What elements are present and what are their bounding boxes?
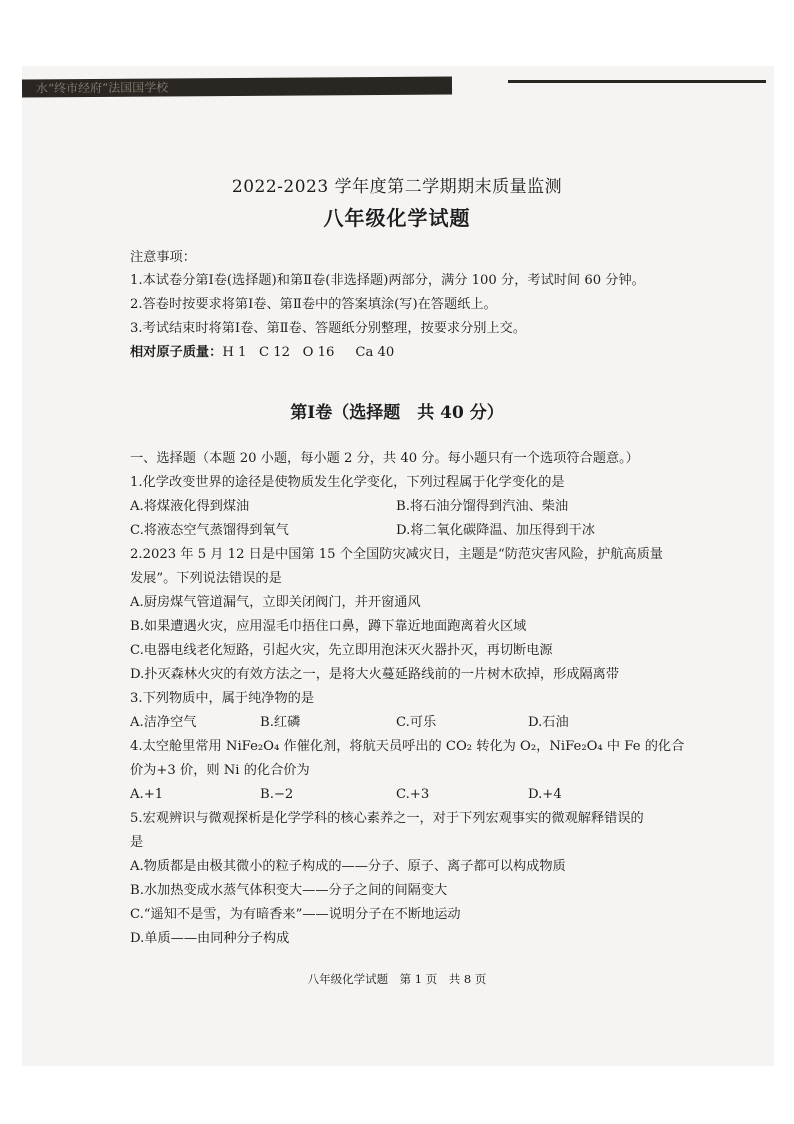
q4-option-c: C.+3: [396, 787, 430, 802]
q1-option-a: A.将煤液化得到煤油: [130, 499, 250, 514]
q5-option-c: C.“遥知不是雪，为有暗香来”——说明分子在不断地运动: [130, 907, 461, 922]
atomic-mass-values: H 1 C 12 O 16 Ca 40: [222, 345, 395, 360]
q3-option-c: C.可乐: [396, 715, 437, 730]
q5-option-d: D.单质——由同种分子构成: [130, 931, 290, 946]
exam-title: 2022-2023 学年度第二学期期末质量监测: [231, 177, 563, 197]
page-footer: 八年级化学试题 第 1 页 共 8 页: [307, 972, 487, 986]
q4-option-d: D.+4: [528, 787, 562, 802]
q1-option-c: C.将液态空气蒸馏得到氧气: [130, 523, 289, 538]
q3-stem: 3.下列物质中，属于纯净物的是: [130, 691, 315, 706]
q5-stem-line-2: 是: [130, 835, 144, 850]
header-rule: [508, 80, 766, 83]
header-strip-text: 水“终市经府”法国国学校: [35, 80, 169, 96]
q4-stem-line-1: 4.太空舱里常用 NiFe₂O₄ 作催化剂，将航天员呼出的 CO₂ 转化为 O₂，NiFe₂O₄ 中 Fe 的化合: [130, 739, 685, 754]
q5-option-a: A.物质都是由极其微小的粒子构成的——分子、原子、离子都可以构成物质: [130, 859, 566, 874]
q4-stem-line-2: 价为+3 价，则 Ni 的化合价为: [130, 763, 310, 778]
q1-option-d: D.将二氧化碳降温、加压得到干冰: [396, 523, 595, 538]
note-item-3: 3.考试结束时将第Ⅰ卷、第Ⅱ卷、答题纸分别整理，按要求分别上交。: [130, 321, 527, 336]
exam-subtitle: 八年级化学试题: [323, 206, 471, 230]
header-strip: [22, 76, 452, 97]
q3-option-a: A.洁净空气: [130, 715, 197, 730]
q2-stem-line-2: 发展”。下列说法错误的是: [130, 571, 282, 586]
q2-option-a: A.厨房煤气管道漏气，立即关闭阀门，并开窗通风: [130, 595, 421, 610]
q2-stem-line-1: 2.2023 年 5 月 12 日是中国第 15 个全国防灾减灾日，主题是“防范灾害风险，护航高质量: [130, 547, 663, 562]
q3-option-d: D.石油: [528, 715, 569, 730]
notes-heading: 注意事项：: [130, 250, 196, 265]
atomic-mass-label: 相对原子质量：: [130, 345, 223, 360]
part1-instruction: 一、选择题（本题 20 小题，每小题 2 分，共 40 分。每小题只有一个选项符合题意。）: [130, 451, 639, 466]
q1-stem: 1.化学改变世界的途径是使物质发生化学变化，下列过程属于化学变化的是: [130, 475, 565, 490]
q5-option-b: B.水加热变成水蒸气体积变大——分子之间的间隔变大: [130, 883, 448, 898]
q2-option-c: C.电器电线老化短路，引起火灾，先立即用泡沫灭火器扑灭，再切断电源: [130, 643, 553, 658]
q4-option-b: B.−2: [260, 787, 294, 802]
note-item-2: 2.答卷时按要求将第Ⅰ卷、第Ⅱ卷中的答案填涂(写)在答题纸上。: [130, 297, 497, 312]
q4-option-a: A.+1: [130, 787, 164, 802]
q2-option-d: D.扑灭森林火灾的有效方法之一，是将大火蔓延路线前的一片树木砍掉，形成隔离带: [130, 667, 620, 682]
q5-stem-line-1: 5.宏观辨识与微观探析是化学学科的核心素养之一，对于下列宏观事实的微观解释错误的: [130, 811, 644, 826]
atomic-mass-line: [130, 344, 394, 362]
section-title: 第Ⅰ卷（选择题 共 40 分）: [290, 403, 504, 423]
q1-option-b: B.将石油分馏得到汽油、柴油: [396, 499, 569, 514]
note-item-1: 1.本试卷分第Ⅰ卷(选择题)和第Ⅱ卷(非选择题)两部分，满分 100 分，考试时间 60 分钟。: [130, 273, 645, 288]
q3-option-b: B.红磷: [260, 715, 301, 730]
q2-option-b: B.如果遭遇火灾，应用湿毛巾捂住口鼻，蹲下靠近地面跑离着火区域: [130, 619, 527, 634]
